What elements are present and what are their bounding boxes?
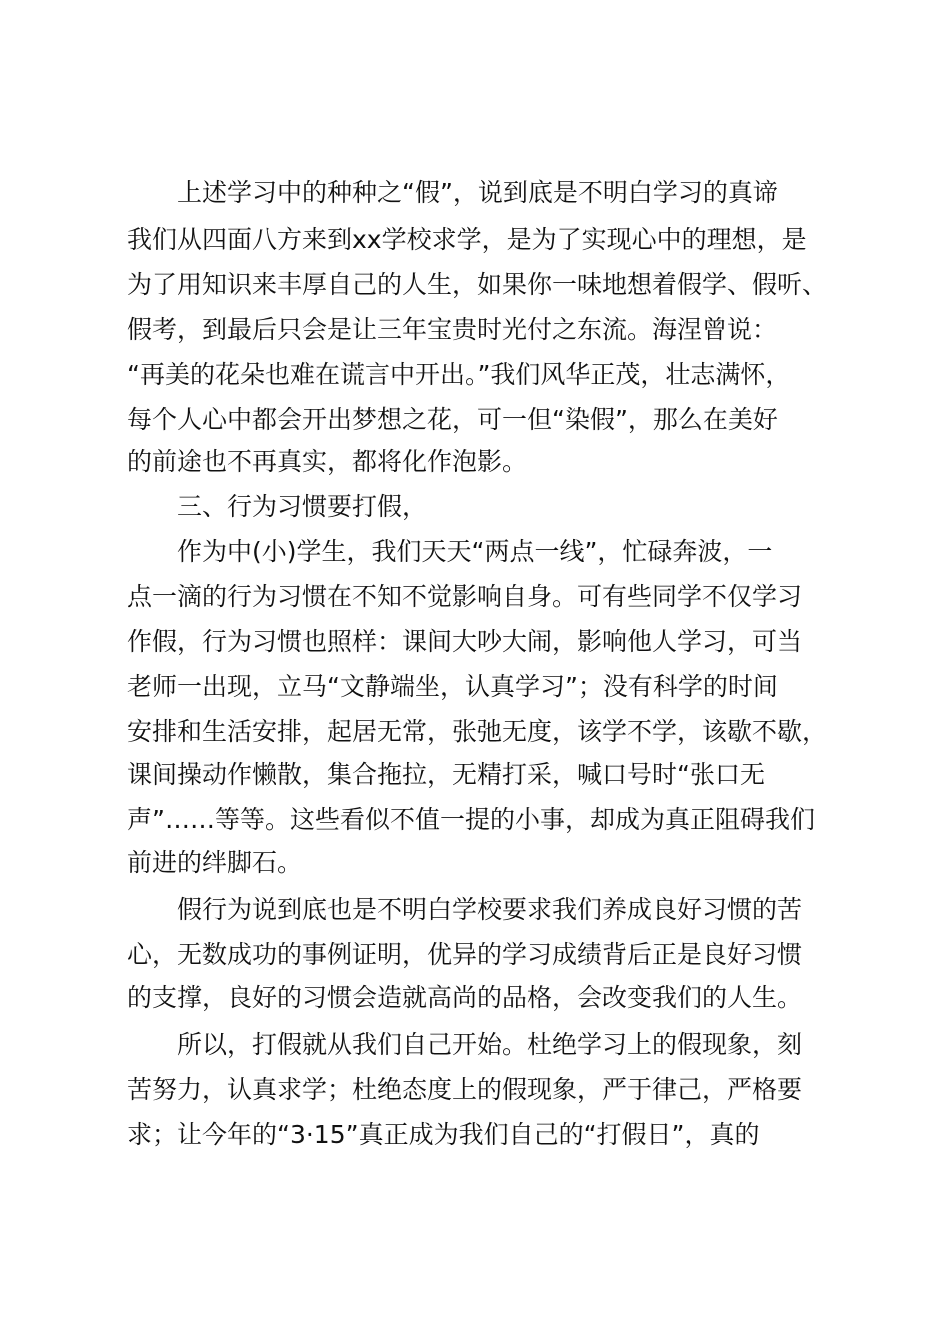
text-line: 所以，打假就从我们自己开始。杜绝学习上的假现象，刻	[177, 1030, 803, 1059]
text-line: 假考，到最后只会是让三年宝贵时光付之东流。海涅曾说：	[127, 315, 778, 344]
text-line: 上述学习中的种种之“假”，说到底是不明白学习的真谛	[177, 178, 778, 207]
text-line: 前进的绊脚石。	[127, 848, 303, 877]
text-line: 为了用知识来丰厚自己的人生，如果你一味地想着假学、假听、	[127, 270, 828, 299]
text-line: 声”……等等。这些看似不值一提的小事，却成为真正阻碍我们	[127, 805, 815, 834]
text-line: 作假，行为习惯也照样：课间大吵大闹，影响他人学习，可当	[127, 627, 803, 656]
text-line: 的支撑，良好的习惯会造就高尚的品格，会改变我们的人生。	[127, 983, 803, 1012]
text-line: 心，无数成功的事例证明，优异的学习成绩背后正是良好习惯	[127, 940, 803, 969]
text-line: “再美的花朵也难在谎言中开出。”我们风华正茂，壮志满怀，	[127, 360, 791, 389]
text-line: 老师一出现，立马“文静端坐，认真学习”；没有科学的时间	[127, 672, 778, 701]
text-line: 的前途也不再真实，都将化作泡影。	[127, 447, 528, 476]
text-line: 每个人心中都会开出梦想之花，可一但“染假”，那么在美好	[127, 405, 778, 434]
text-line: 苦努力，认真求学；杜绝态度上的假现象，严于律己，严格要	[127, 1075, 803, 1104]
text-line: 点一滴的行为习惯在不知不觉影响自身。可有些同学不仅学习	[127, 582, 803, 611]
text-line: 课间操动作懒散，集合拖拉，无精打采，喊口号时“张口无	[127, 760, 765, 789]
text-line: 求；让今年的“3·15”真正成为我们自己的“打假日”，真的	[127, 1120, 760, 1149]
text-line: 安排和生活安排，起居无常，张弛无度，该学不学，该歇不歇，	[127, 717, 828, 746]
section-heading: 三、行为习惯要打假，	[177, 492, 428, 521]
text-line: 假行为说到底也是不明白学校要求我们养成良好习惯的苦	[177, 895, 803, 924]
text-line: 我们从四面八方来到xx学校求学，是为了实现心中的理想，是	[127, 225, 807, 254]
text-line: 作为中(小)学生，我们天天“两点一线”，忙碌奔波，一	[177, 537, 773, 566]
